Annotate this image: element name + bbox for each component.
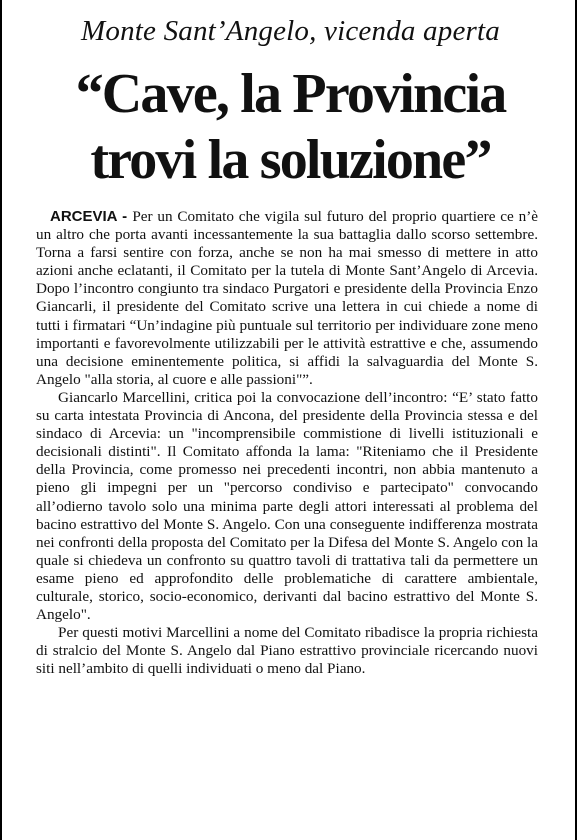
dateline: ARCEVIA - xyxy=(50,208,133,225)
paragraph-2: Giancarlo Marcellini, critica poi la convocazione dell’incontro: “E’ stato fatto su carta intestata Provincia di Ancona, del presidente della Provincia stessa e del sindaco di Arcevia: un "incomprensibile commistione di livelli istituzionali e decisionali distinti". Il Comitato affonda la lama: "Riteniamo che il Presidente della Provincia, come promesso nei precedenti incontri, non abbia mantenuto a pieno gli impegni per un "percorso condiviso e partecipato" convocando all’odierno tavolo solo una minima parte degli attori interessati al problema del bacino estrattivo del Monte S. Angelo. Con una conseguente indifferenza mostrata nei confronti della proposta del Comitato per la Difesa del Monte S. Angelo con la quale si chiedeva un confronto su quattro tavoli di trattativa tali da permettere un esame pieno ed approfondito delle problematiche di carattere ambientale, culturale, storico, socio-economico, derivanti dal bacino estrattivo del Monte S. Angelo". xyxy=(36,388,538,624)
article-body xyxy=(36,208,538,678)
paragraph-1 xyxy=(36,208,538,389)
kicker: Monte Sant’Angelo, vicenda aperta xyxy=(81,15,500,47)
headline-line-1: “Cave, la Provincia xyxy=(75,63,506,125)
paragraph-1-text: Per un Comitato che vigila sul futuro del proprio quartiere ce n’è un altro che porta avanti incessantemente la sua battaglia dallo scorso settembre. Torna a farsi sentire con forza, anche se non ha mai smesso di mettere in atto azioni anche eclatanti, il Comitato per la tutela di Monte Sant’Angelo di Arcevia. Dopo l’incontro congiunto tra sindaco Purgatori e presidente della Provincia Enzo Giancarli, il presidente del Comitato scrive una lettera in cui chiede a nome di tutti i firmatari “Un’indagine più puntuale sul territorio per individuare zone meno importanti e favorevolmente utilizzabili per le attività estrattive e che, assumendo una decisione eminentemente politica, si affidi la salvaguardia del Monte S. Angelo "alla storia, al cuore e alle passioni"”. xyxy=(36,208,538,388)
headline-line-2: trovi la soluzione” xyxy=(90,129,491,191)
paragraph-3: Per questi motivi Marcellini a nome del Comitato ribadisce la propria richiesta di stralcio del Monte S. Angelo dal Piano estrattivo provinciale ricercando nuovi siti nell’ambito di quelli individuati o meno dal Piano. xyxy=(36,624,538,678)
